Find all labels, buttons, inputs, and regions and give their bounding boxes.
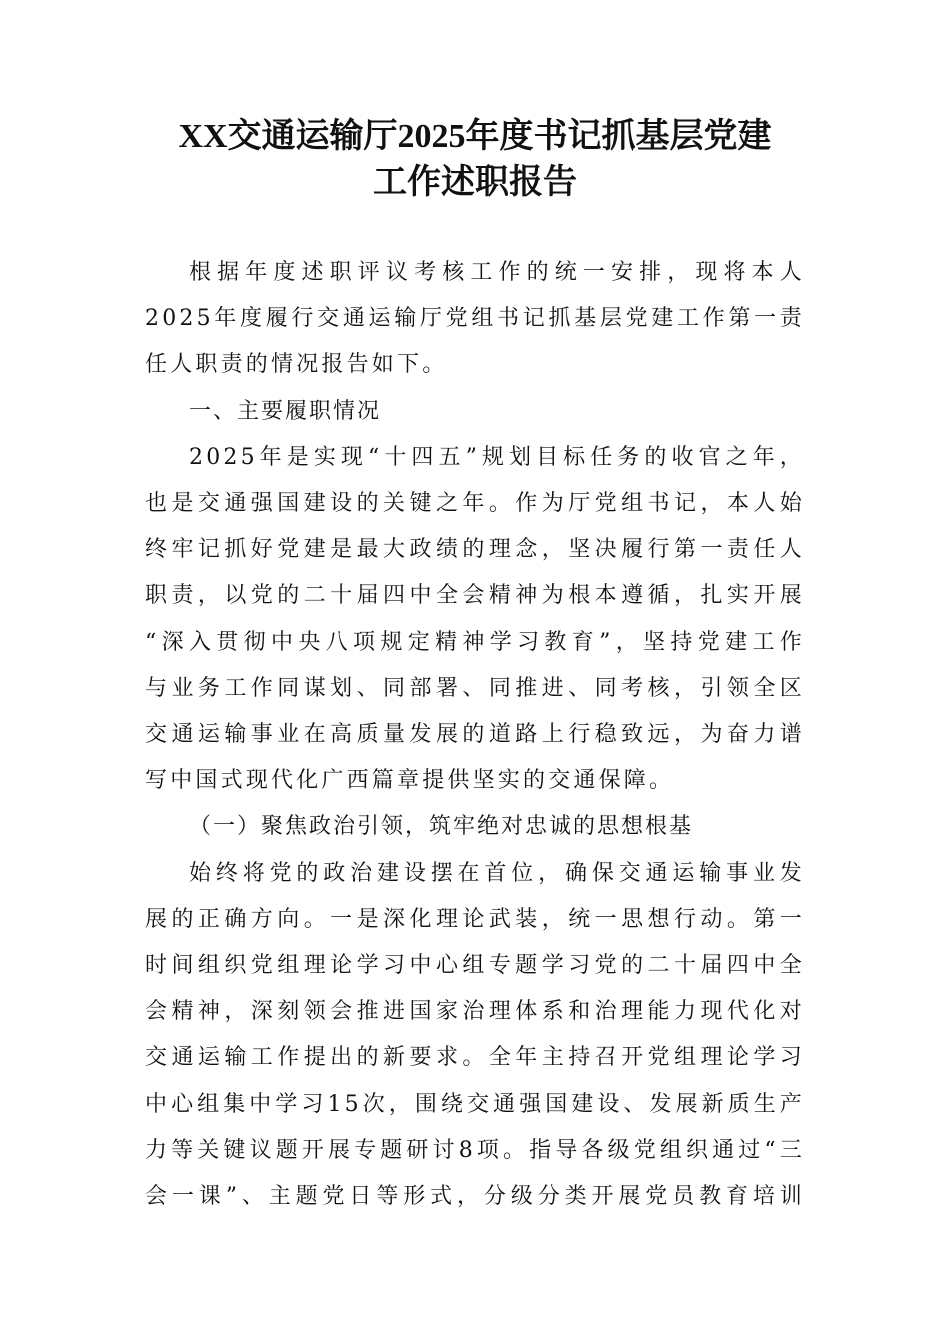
intro-line: 2025年度履行交通运输厅党组书记抓基层党建工作第一责 — [145, 306, 805, 332]
paragraph-line: 交通运输工作提出的新要求。全年主持召开党组理论学习 — [145, 1045, 805, 1071]
document-title — [130, 114, 820, 206]
paragraph-line: 写中国式现代化广西篇章提供坚实的交通保障。 — [145, 768, 675, 794]
paragraph-line: 也是交通强国建设的关键之年。作为厅党组书记，本人始 — [145, 491, 805, 517]
paragraph-line: 会一课”、主题党日等形式，分级分类开展党员教育培训 — [145, 1184, 805, 1210]
intro-line: 任人职责的情况报告如下。 — [145, 352, 448, 378]
paragraph-line: “深入贯彻中央八项规定精神学习教育”，坚持党建工作 — [145, 629, 805, 655]
document-body — [145, 250, 805, 1220]
paragraph-line: 力等关键议题开展专题研讨8项。指导各级党组织通过“三 — [145, 1137, 805, 1163]
section-heading — [145, 389, 805, 435]
paragraph-line: 展的正确方向。一是深化理论武装，统一思想行动。第一 — [145, 906, 805, 932]
intro-paragraph — [145, 250, 805, 389]
title-line-1: XX交通运输厅2025年度书记抓基层党建 — [178, 118, 772, 155]
section-heading-text: 一、主要履职情况 — [189, 398, 382, 424]
paragraph-line: 与业务工作同谋划、同部署、同推进、同考核，引领全区 — [145, 675, 805, 701]
paragraph-line: 时间组织党组理论学习中心组专题学习党的二十届四中全 — [145, 953, 805, 979]
intro-line: 根据年度述职评议考核工作的统一安排，现将本人 — [189, 260, 805, 285]
subsection-heading — [145, 804, 805, 850]
paragraph-line: 会精神，深刻领会推进国家治理体系和治理能力现代化对 — [145, 999, 805, 1025]
paragraph-line: 交通运输事业在高质量发展的道路上行稳致远，为奋力谱 — [145, 722, 805, 748]
subsection-heading-text: （一）聚焦政治引领，筑牢绝对忠诚的思想根基 — [189, 814, 694, 840]
paragraph-line: 2025年是实现“十四五”规划目标任务的收官之年， — [189, 444, 805, 470]
paragraph-line: 职责，以党的二十届四中全会精神为根本遵循，扎实开展 — [145, 583, 805, 609]
paragraph-line: 始终将党的政治建设摆在首位，确保交通运输事业发 — [189, 860, 805, 886]
paragraph-line: 中心组集中学习15次，围绕交通强国建设、发展新质生产 — [145, 1091, 805, 1117]
paragraph-line: 终牢记抓好党建是最大政绩的理念，坚决履行第一责任人 — [145, 537, 805, 563]
section-paragraph — [145, 435, 805, 805]
title-line-2: 工作述职报告 — [373, 164, 577, 201]
subsection-paragraph — [145, 851, 805, 1221]
